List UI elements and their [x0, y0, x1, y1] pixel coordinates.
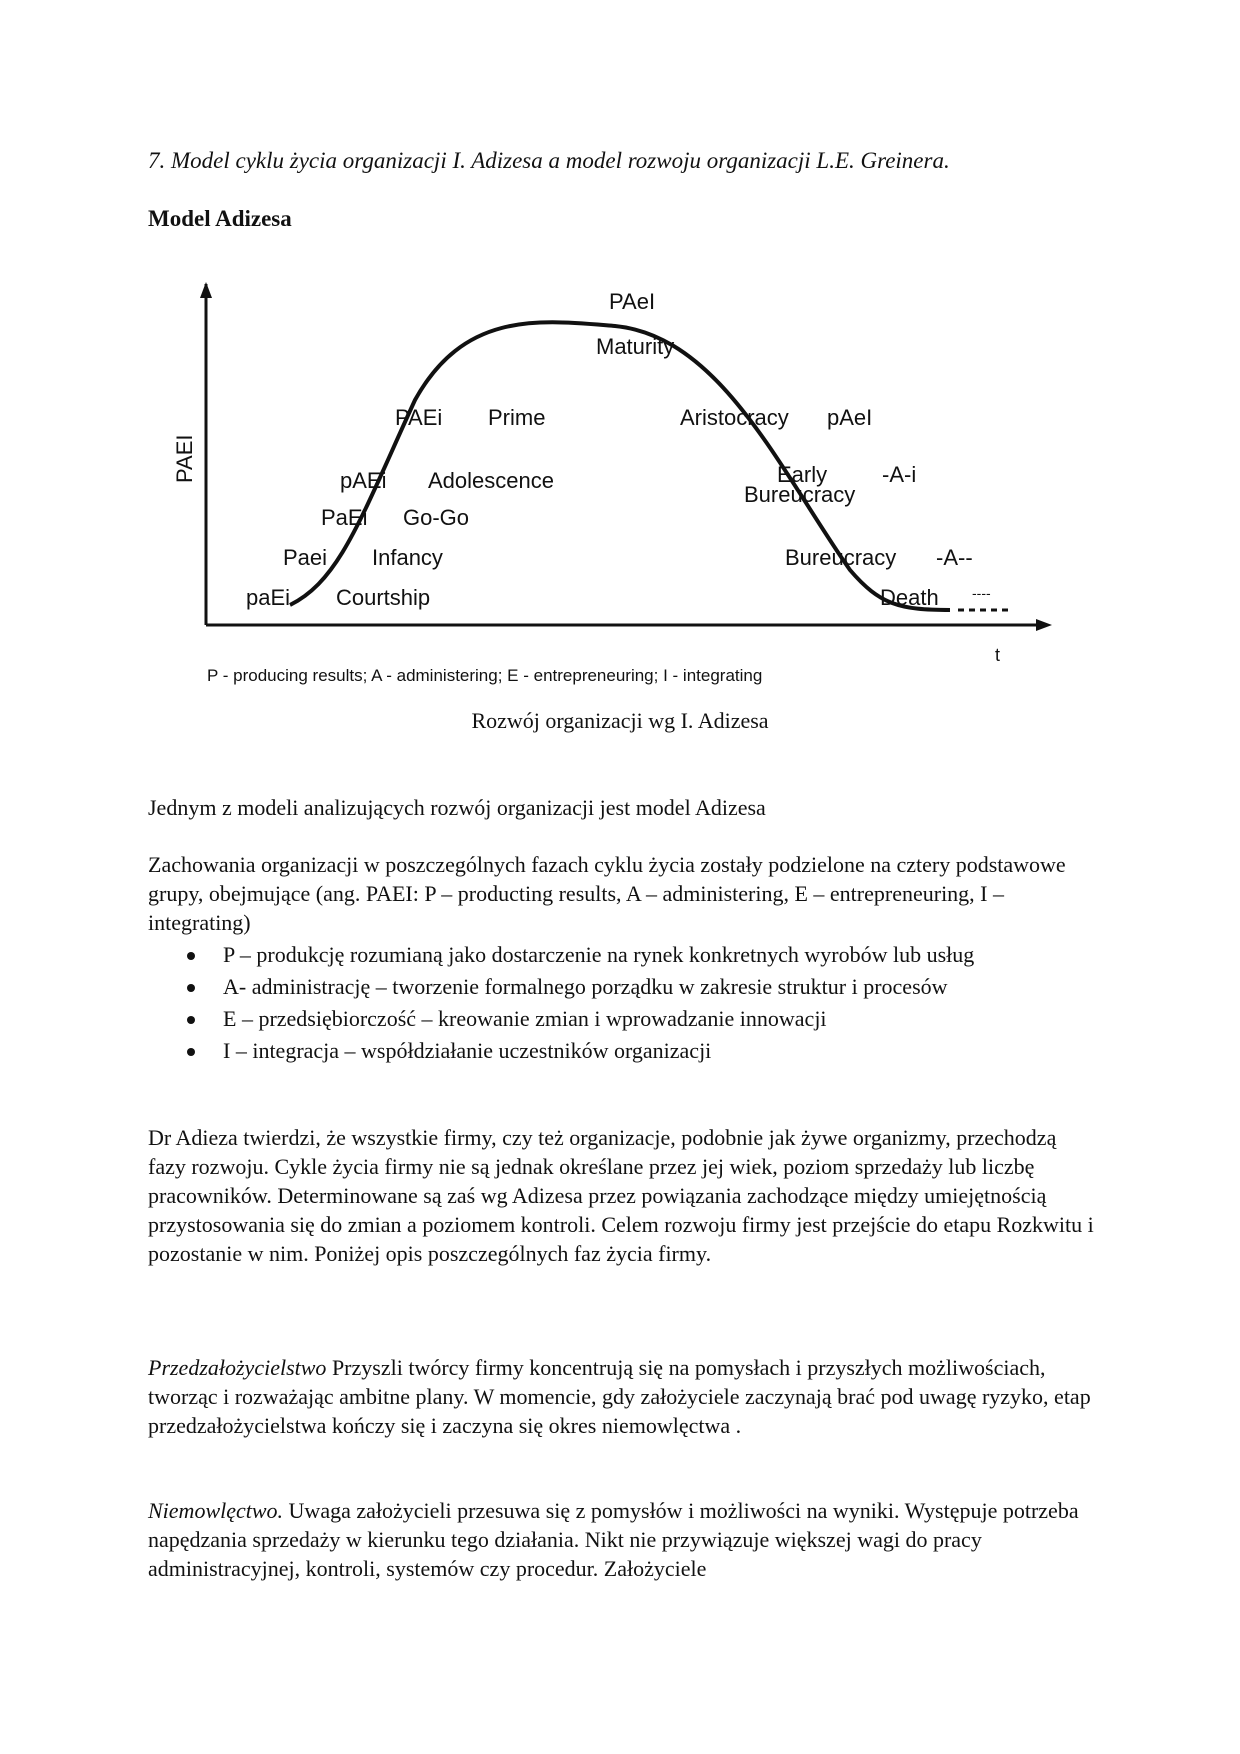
stage-courtship-code: paEi	[246, 585, 291, 610]
list-item-text: E – przedsiębiorczość – kreowanie zmian i wprowadzanie innowacji	[223, 1006, 827, 1031]
adizes-lifecycle-diagram	[160, 280, 1080, 700]
list-item	[148, 1003, 1108, 1035]
x-axis-arrowhead	[1036, 619, 1052, 631]
stage-aristocracy-code: pAeI	[827, 405, 873, 430]
list-item-text: P – produkcję rozumianą jako dostarczenie na rynek konkretnych wyrobów lub usług	[223, 942, 975, 967]
stage-aristocracy-name: Aristocracy	[680, 405, 789, 430]
list-item	[148, 939, 1108, 971]
stage-bureucracy-name: Bureucracy	[785, 545, 897, 570]
stage-early-bureucracy-code: -A-i	[882, 462, 917, 487]
bullet-icon	[187, 984, 195, 992]
paragraph-adizes-theory: Dr Adieza twierdzi, że wszystkie firmy, czy też organizacje, podobnie jak żywe organizmy, przechodzą fazy rozwoju. Cykle życia firmy nie są jednak określane przez jej wiek, poziom sprzedaży lub liczbę pracowników. Determinowane są zaś wg Adizesa przez powiązania zachodzące między umiejętnością przystosowania się do zmian a poziomem kontroli. Celem rozwoju firmy jest przejście do etapu Rozkwitu i pozostanie w nim. Poniżej opis poszczególnych faz życia firmy.	[148, 1125, 1094, 1266]
diagram-legend: P - producing results; A - administering; E - entrepreneuring; I - integrating	[207, 666, 763, 685]
stage-death-name: Death	[880, 585, 939, 610]
list-item-text: A- administrację – tworzenie formalnego porządku w zakresie struktur i procesów	[223, 974, 948, 999]
paragraph-intro: Jednym z modeli analizujących rozwój organizacji jest model Adizesa	[148, 795, 766, 820]
stage-infancy-name: Infancy	[372, 545, 443, 570]
y-axis-label: PAEI	[172, 434, 197, 483]
section-heading: 7. Model cyklu życia organizacji I. Adizesa a model rozwoju organizacji L.E. Greinera.	[148, 148, 950, 173]
paragraph-niemowlectwo	[148, 1496, 1098, 1583]
stage-gogo-name: Go-Go	[403, 505, 470, 530]
x-axis-label: t	[995, 645, 1001, 665]
stage-gogo-code: PaEi	[321, 505, 368, 530]
phase-description: Przyszli twórcy firmy koncentrują się na pomysłach i przyszłych możliwościach, tworząc i rozważając ambitne plany. W momencie, gdy założyciele zaczynają brać pod uwagę ryzyko, etap przedzałożycielstwa kończy się i zaczyna się okres niemowlęctwa .	[148, 1355, 1091, 1438]
bullet-icon	[187, 952, 195, 960]
stage-prime-code: PAEi	[395, 405, 443, 430]
list-item-text: I – integracja – współdziałanie uczestników organizacji	[223, 1038, 712, 1063]
stage-maturity-code: PAeI	[609, 289, 656, 314]
stage-death-code: ----	[972, 585, 991, 601]
stage-maturity-name: Maturity	[596, 334, 675, 359]
model-subheading: Model Adizesa	[148, 206, 292, 231]
stage-infancy-code: Paei	[283, 545, 328, 570]
stage-prime-name: Prime	[488, 405, 546, 430]
diagram-canvas	[160, 280, 1080, 700]
list-item	[148, 1035, 1108, 1067]
figure-caption: Rozwój organizacji wg I. Adizesa	[471, 708, 769, 733]
paragraph-paei-groups: Zachowania organizacji w poszczególnych fazach cyklu życia zostały podzielone na cztery podstawowe grupy, obejmujące (ang. PAEI: P – producting results, A – administering, E – entrepreneuring, I – integrating)	[148, 852, 1066, 935]
phase-term: Przedzałożycielstwo	[148, 1355, 327, 1380]
stage-adolescence-code: pAEi	[340, 468, 387, 493]
list-item	[148, 971, 1108, 1003]
stage-early-bureucracy-name-line1: Early	[777, 462, 828, 487]
stage-bureucracy-code: -A--	[936, 545, 973, 570]
stage-early-bureucracy-name-line2: Bureucracy	[744, 482, 856, 507]
paei-bullet-list	[148, 939, 1108, 1067]
bullet-icon	[187, 1048, 195, 1056]
bullet-icon	[187, 1016, 195, 1024]
paragraph-przedzalozycielstwo	[148, 1353, 1098, 1440]
phase-description: Uwaga założycieli przesuwa się z pomysłów i możliwości na wyniki. Występuje potrzeba napędzania sprzedaży w kierunku tego działania. Nikt nie przywiązuje większej wagi do pracy administracyjnej, kontroli, systemów czy procedur. Założyciele	[148, 1498, 1079, 1581]
stage-courtship-name: Courtship	[336, 585, 431, 610]
y-axis-arrowhead	[200, 282, 212, 298]
phase-term: Niemowlęctwo.	[148, 1498, 284, 1523]
stage-adolescence-name: Adolescence	[428, 468, 554, 493]
